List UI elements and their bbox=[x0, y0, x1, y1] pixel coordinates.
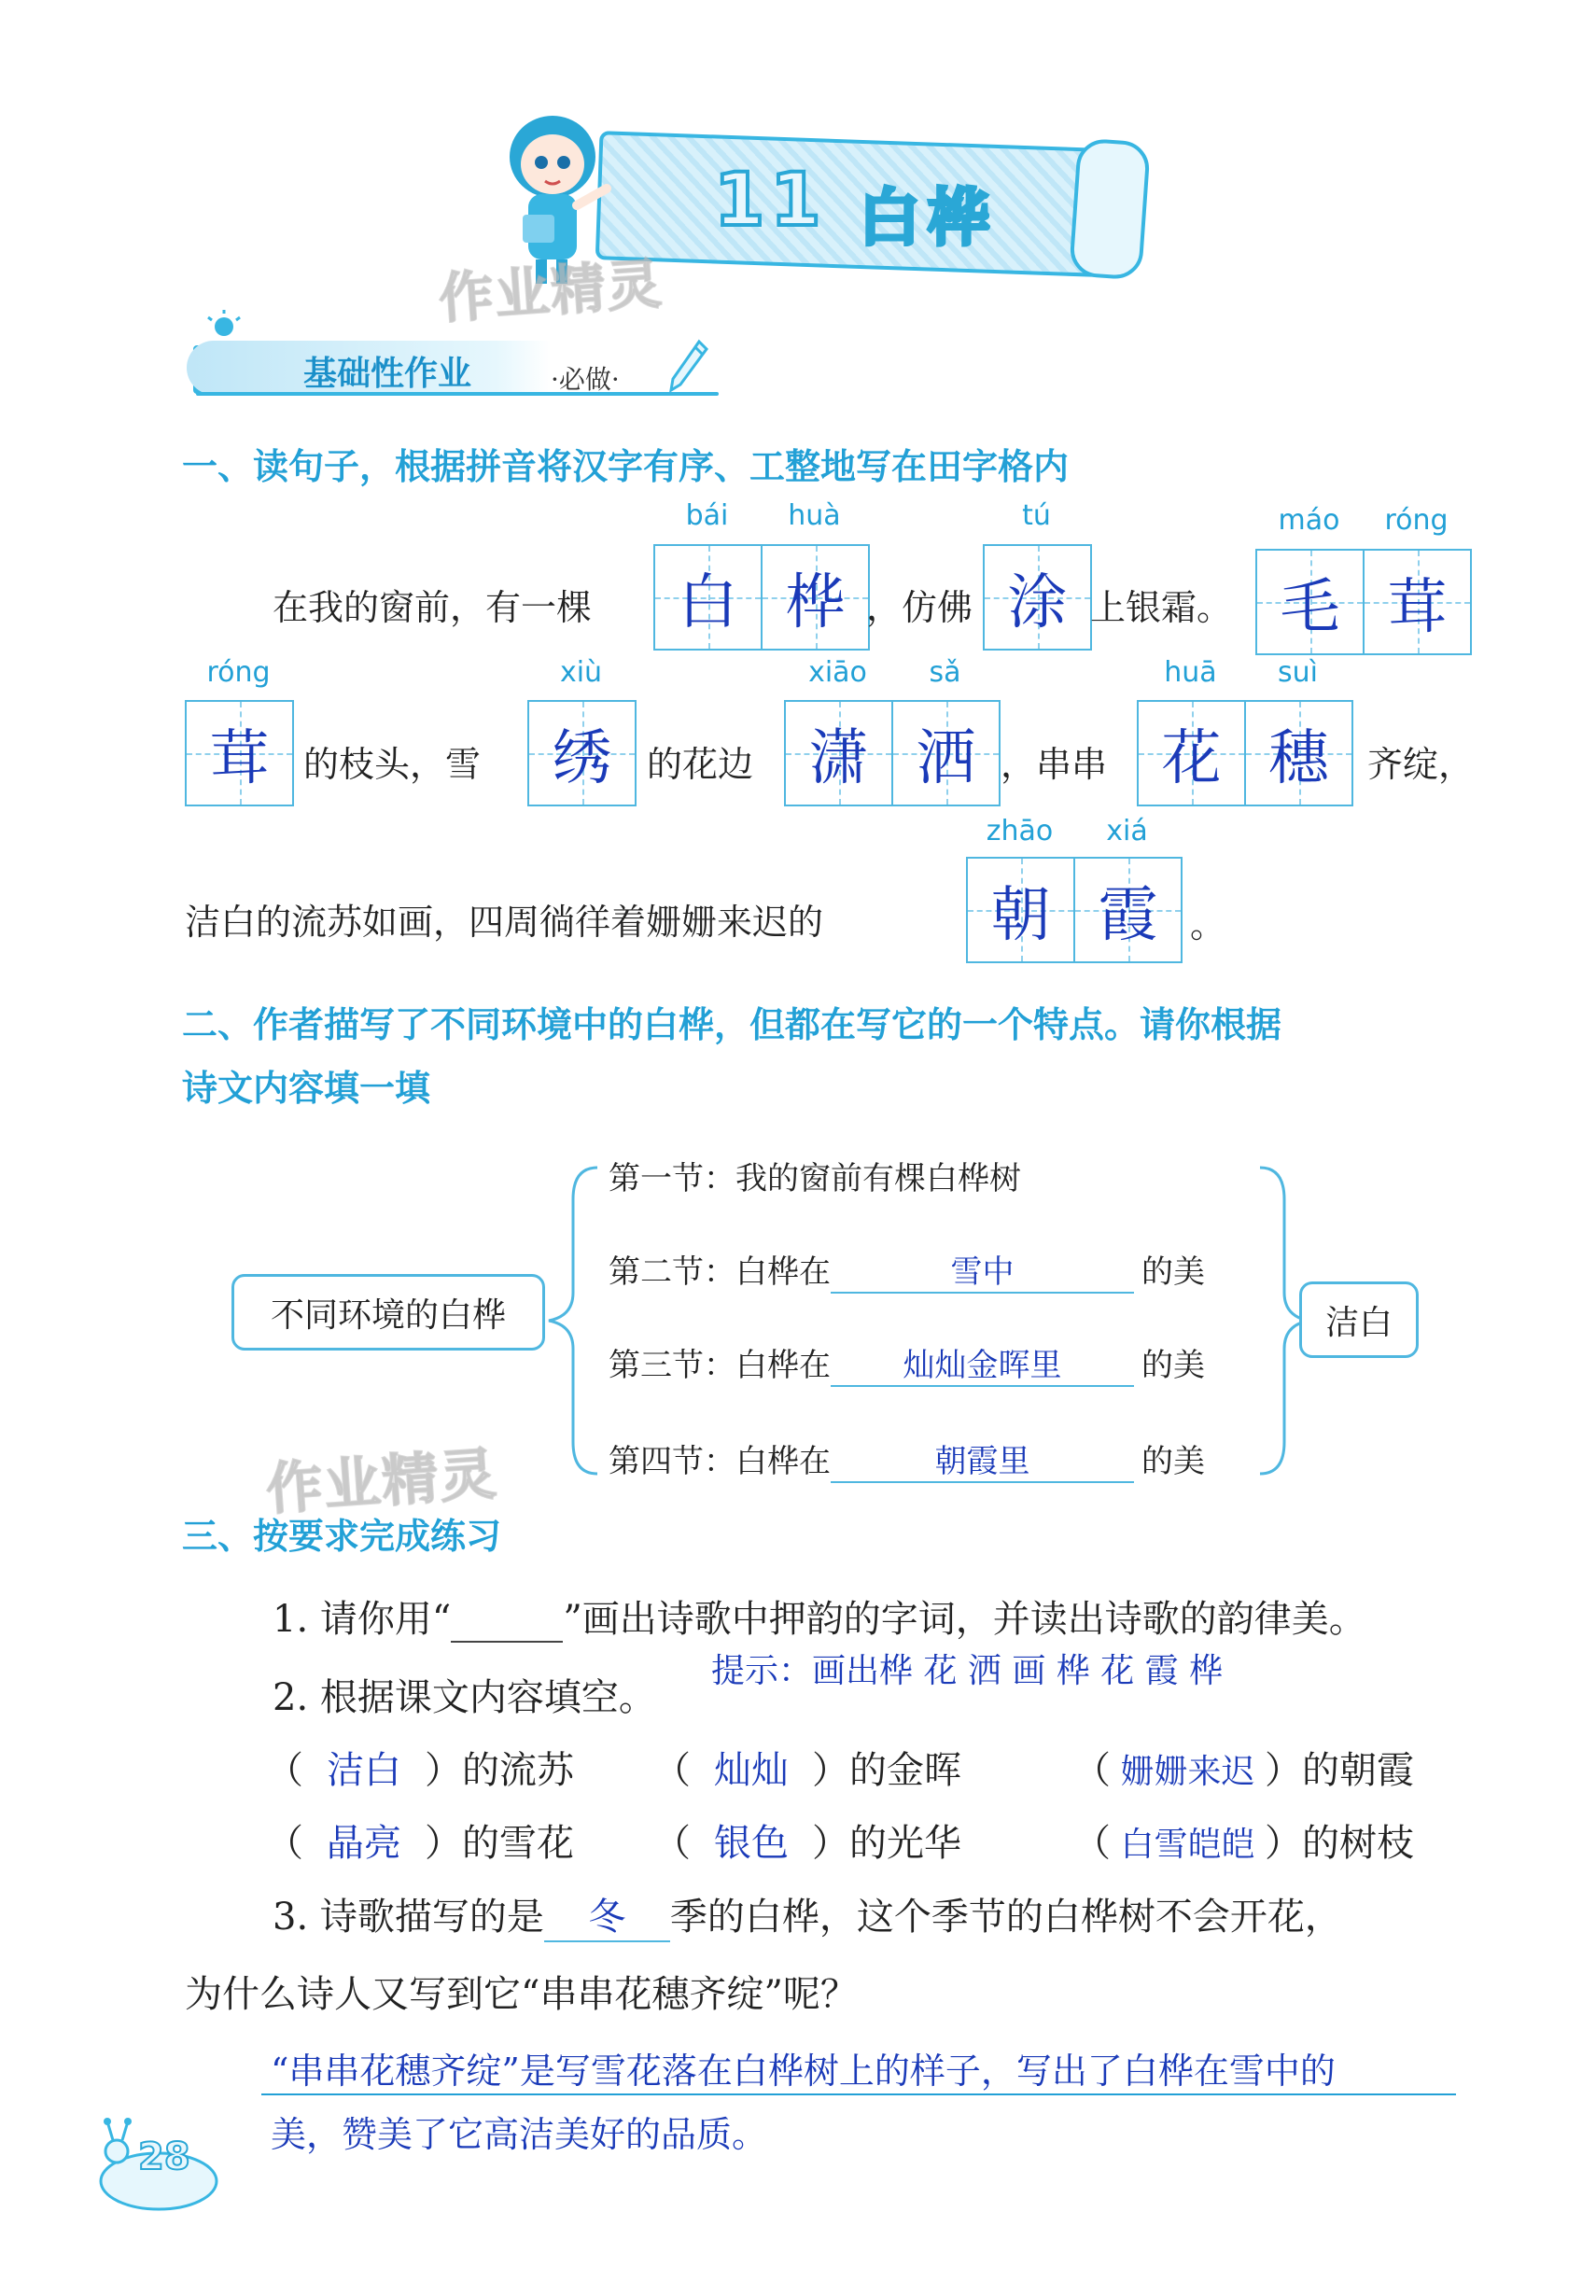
grid-cell[interactable]: 穗 bbox=[1244, 702, 1351, 805]
grid-cell[interactable]: 桦 bbox=[761, 546, 868, 649]
fill-item: （ 晶亮 ）的雪花 bbox=[266, 1813, 574, 1867]
tianzige-grid bbox=[966, 857, 1183, 963]
pinyin: suì bbox=[1278, 656, 1318, 689]
result-label: 洁白 bbox=[1324, 1303, 1393, 1342]
fill-item: （ 白雪皑皑 ）的树枝 bbox=[1073, 1813, 1414, 1867]
item-2: 2. 根据课文内容填空。 bbox=[273, 1676, 656, 1719]
left-brace bbox=[541, 1162, 616, 1479]
grid-cell[interactable]: 茸 bbox=[187, 702, 292, 805]
answer-blank[interactable]: 雪中 bbox=[831, 1246, 1134, 1294]
tianzige-grid bbox=[1137, 700, 1353, 806]
tianzige-grid bbox=[983, 544, 1092, 651]
tianzige-grid bbox=[784, 700, 1001, 806]
section-title: 基础性作业 bbox=[303, 355, 472, 393]
hint-text: 提示：画出桦 花 洒 画 桦 花 霞 桦 bbox=[711, 1652, 1224, 1690]
grid-cell[interactable]: 朝 bbox=[968, 859, 1073, 961]
pinyin: xiá bbox=[1106, 815, 1148, 847]
grid-cell[interactable]: 毛 bbox=[1257, 551, 1363, 653]
question-1-heading: 一、读句子，根据拼音将汉字有序、工整地写在田字格内 bbox=[182, 446, 1070, 487]
section-row: 第二节：白桦在 雪中 的美 bbox=[609, 1246, 1205, 1294]
fill-answer[interactable]: 洁白 bbox=[327, 1749, 401, 1792]
pinyin: bái bbox=[685, 499, 729, 532]
pinyin: huà bbox=[788, 499, 841, 532]
sentence-text: ，串串 bbox=[1001, 744, 1108, 785]
tianzige-grid bbox=[185, 700, 294, 806]
tianzige-grid bbox=[527, 700, 637, 806]
answer-underline bbox=[261, 2093, 1456, 2095]
banner-scroll bbox=[1069, 137, 1151, 280]
grid-cell[interactable]: 茸 bbox=[1363, 551, 1470, 653]
sentence-text: 在我的窗前，有一棵 bbox=[273, 587, 593, 628]
item-3: 3. 诗歌描写的是 冬 季的白桦，这个季节的白桦树不会开花， bbox=[273, 1887, 1342, 1942]
grid-cell[interactable]: 霞 bbox=[1073, 859, 1181, 961]
watermark: 作业精灵 bbox=[264, 1441, 500, 1523]
tianzige-grid bbox=[653, 544, 870, 651]
fill-item: （ 灿灿 ）的金晖 bbox=[653, 1741, 961, 1794]
item-1: 1. 请你用“ ”画出诗歌中押韵的字词，并读出诗歌的韵律美。 bbox=[273, 1598, 1366, 1641]
pencil-icon bbox=[667, 338, 710, 394]
answer-blank[interactable]: 冬 bbox=[544, 1887, 670, 1942]
pinyin: xiù bbox=[559, 656, 603, 689]
answer-blank[interactable]: 朝霞里 bbox=[831, 1435, 1134, 1483]
center-label-box bbox=[231, 1274, 545, 1351]
result-label-box bbox=[1299, 1281, 1419, 1358]
sentence-text: 的花边 bbox=[647, 744, 754, 785]
fill-answer[interactable]: 白雪皑皑 bbox=[1120, 1826, 1255, 1864]
pinyin: róng bbox=[206, 656, 271, 689]
lesson-number: 11 bbox=[714, 159, 827, 243]
answer-text: 美，赞美了它高洁美好的品质。 bbox=[271, 2114, 768, 2155]
underline-sample bbox=[451, 1598, 563, 1643]
section-row: 第一节：我的窗前有棵白桦树 bbox=[609, 1160, 1021, 1197]
question-3-heading: 三、按要求完成练习 bbox=[182, 1516, 502, 1557]
grid-cell[interactable]: 涂 bbox=[985, 546, 1090, 649]
sentence-text: ，仿佛 bbox=[866, 587, 973, 628]
section-row: 第三节：白桦在 灿灿金晖里 的美 bbox=[609, 1339, 1205, 1387]
grid-cell[interactable]: 绣 bbox=[529, 702, 635, 805]
fill-item: （ 姗姗来迟 ）的朝霞 bbox=[1073, 1741, 1414, 1794]
section-tag: ·必做· bbox=[551, 364, 620, 395]
sentence-text: 的枝头，雪 bbox=[303, 744, 482, 785]
pinyin: huā bbox=[1164, 656, 1217, 689]
section-row: 第四节：白桦在 朝霞里 的美 bbox=[609, 1435, 1205, 1483]
fill-answer[interactable]: 姗姗来迟 bbox=[1120, 1753, 1255, 1791]
lesson-title: 白桦 bbox=[859, 182, 997, 254]
tianzige-grid bbox=[1255, 549, 1472, 655]
fill-answer[interactable]: 晶亮 bbox=[327, 1822, 401, 1865]
sentence-text: 。 bbox=[1190, 904, 1226, 945]
center-label: 不同环境的白桦 bbox=[270, 1295, 506, 1335]
sentence-text: 齐绽， bbox=[1367, 744, 1475, 785]
grid-cell[interactable]: 花 bbox=[1139, 702, 1244, 805]
pinyin: zhāo bbox=[986, 815, 1054, 847]
pinyin: tú bbox=[1022, 499, 1051, 532]
fill-item: （ 洁白 ）的流苏 bbox=[266, 1741, 574, 1794]
fill-answer[interactable]: 灿灿 bbox=[714, 1749, 789, 1792]
sentence-text: 上银霜。 bbox=[1090, 587, 1233, 628]
watermark: 作业精灵 bbox=[437, 251, 665, 331]
pinyin: máo bbox=[1278, 504, 1340, 537]
fill-answer[interactable]: 银色 bbox=[714, 1822, 789, 1865]
question-2-heading-cont: 诗文内容填一填 bbox=[182, 1068, 431, 1109]
question-2-heading: 二、作者描写了不同环境中的白桦，但都在写它的一个特点。请你根据 bbox=[182, 1004, 1282, 1045]
page-number: 28 bbox=[138, 2135, 190, 2178]
pinyin: xiāo bbox=[808, 656, 867, 689]
answer-blank[interactable]: 灿灿金晖里 bbox=[831, 1339, 1134, 1387]
answer-text: “串串花穗齐绽”是写雪花落在白桦树上的样子，写出了白桦在雪中的 bbox=[271, 2051, 1336, 2092]
grid-cell[interactable]: 潇 bbox=[786, 702, 891, 805]
pinyin: róng bbox=[1384, 504, 1449, 537]
grid-cell[interactable]: 洒 bbox=[891, 702, 999, 805]
pinyin: sǎ bbox=[929, 656, 961, 689]
fill-item: （ 银色 ）的光华 bbox=[653, 1813, 961, 1867]
item-3-cont: 为什么诗人又写到它“串串花穗齐绽”呢？ bbox=[185, 1973, 858, 2016]
grid-cell[interactable]: 白 bbox=[655, 546, 761, 649]
sentence-text: 洁白的流苏如画，四周徜徉着姗姗来迟的 bbox=[185, 902, 824, 943]
